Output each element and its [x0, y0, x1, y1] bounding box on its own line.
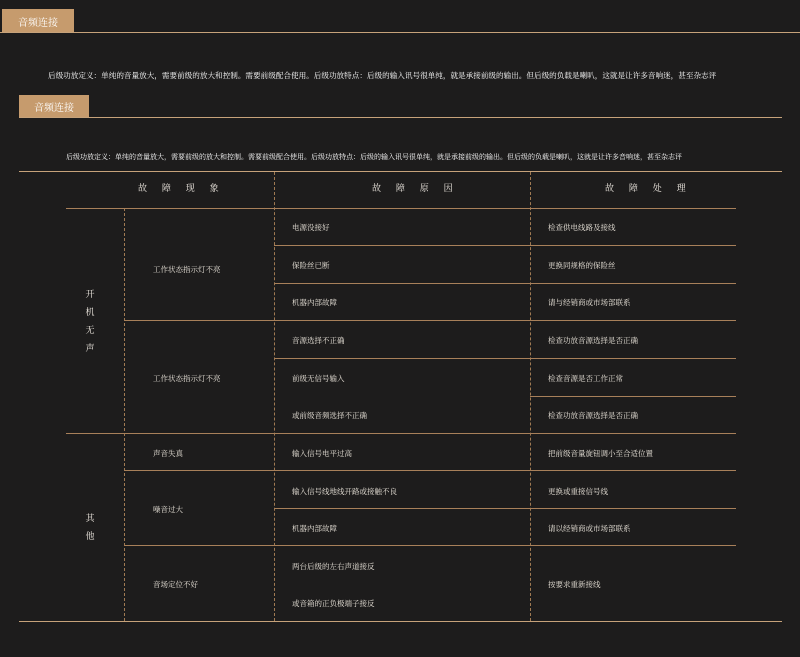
cause-cell: 前级无信号输入 — [292, 374, 345, 383]
section-title-audio-connection: 音频连接 — [19, 95, 89, 117]
solution-cell: 检查供电线路及接线 — [548, 223, 616, 232]
group-label-no-sound: 开 机 无 声 — [85, 290, 95, 354]
row-divider — [124, 320, 736, 321]
divider — [19, 117, 782, 118]
column-divider — [124, 208, 125, 621]
table-top-border — [19, 171, 782, 172]
solution-cell: 把前级音量旋钮调小至合适位置 — [548, 449, 653, 458]
solution-cell: 检查音源是否工作正常 — [548, 374, 623, 383]
column-divider — [274, 172, 275, 621]
solution-cell: 请以经销商或市场部联系 — [548, 524, 631, 533]
solution-cell: 按要求重新接线 — [548, 580, 601, 589]
symptom-cell: 噪音过大 — [153, 505, 183, 514]
divider — [0, 32, 800, 33]
row-divider — [66, 208, 736, 209]
symptom-cell: 声音失真 — [153, 449, 183, 458]
header-cause: 故 障 原 因 — [372, 184, 459, 194]
solution-cell: 更换同规格的保险丝 — [548, 261, 616, 270]
header-symptom: 故 障 现 象 — [138, 184, 225, 194]
table-bottom-border — [19, 621, 782, 622]
row-divider — [530, 396, 736, 397]
row-divider — [274, 358, 736, 359]
cause-cell: 或前级音频选择不正确 — [292, 411, 367, 420]
cause-cell: 机器内部故障 — [292, 298, 337, 307]
tab-audio-connection[interactable]: 音频连接 — [2, 9, 74, 33]
header-solution: 故 障 处 理 — [605, 184, 692, 194]
intro-text: 后级功放定义：单纯的音量放大，需要前级的放大和控制。需要前级配合使用。后级功放特点：后级的输入讯号很单纯，就是承接前级的输出。但后级的负载是喇叭，这就是让许多音响迷，甚至杂志评 — [48, 71, 717, 80]
solution-cell: 请与经销商或市场部联系 — [548, 298, 631, 307]
cause-cell: 两台后级的左右声道接反 — [292, 562, 375, 571]
solution-cell: 检查功放音源选择是否正确 — [548, 336, 638, 345]
cause-cell: 电源没接好 — [292, 223, 330, 232]
solution-cell: 检查功放音源选择是否正确 — [548, 411, 638, 420]
symptom-cell: 工作状态指示灯不亮 — [153, 265, 221, 274]
row-divider — [274, 283, 736, 284]
cause-cell: 机器内部故障 — [292, 524, 337, 533]
row-divider — [124, 545, 736, 546]
intro-text: 后级功放定义：单纯的音量放大，需要前级的放大和控制。需要前级配合使用。后级功放特点：后级的输入讯号很单纯，就是承接前级的输出。但后级的负载是喇叭，这就是让许多音响迷，甚至杂志评 — [66, 153, 682, 161]
row-divider — [274, 508, 736, 509]
cause-cell: 音源选择不正确 — [292, 336, 345, 345]
cause-cell: 保险丝已断 — [292, 261, 330, 270]
row-divider — [274, 245, 736, 246]
row-divider — [66, 433, 736, 434]
row-divider — [124, 470, 736, 471]
cause-cell: 输入信号电平过高 — [292, 449, 352, 458]
symptom-cell: 工作状态指示灯不亮 — [153, 374, 221, 383]
symptom-cell: 音场定位不好 — [153, 580, 198, 589]
group-label-other: 其 他 — [85, 514, 95, 542]
cause-cell: 输入信号线地线开路或接触不良 — [292, 487, 397, 496]
solution-cell: 更换或重接信号线 — [548, 487, 608, 496]
cause-cell: 或音箱的正负极端子接反 — [292, 599, 375, 608]
